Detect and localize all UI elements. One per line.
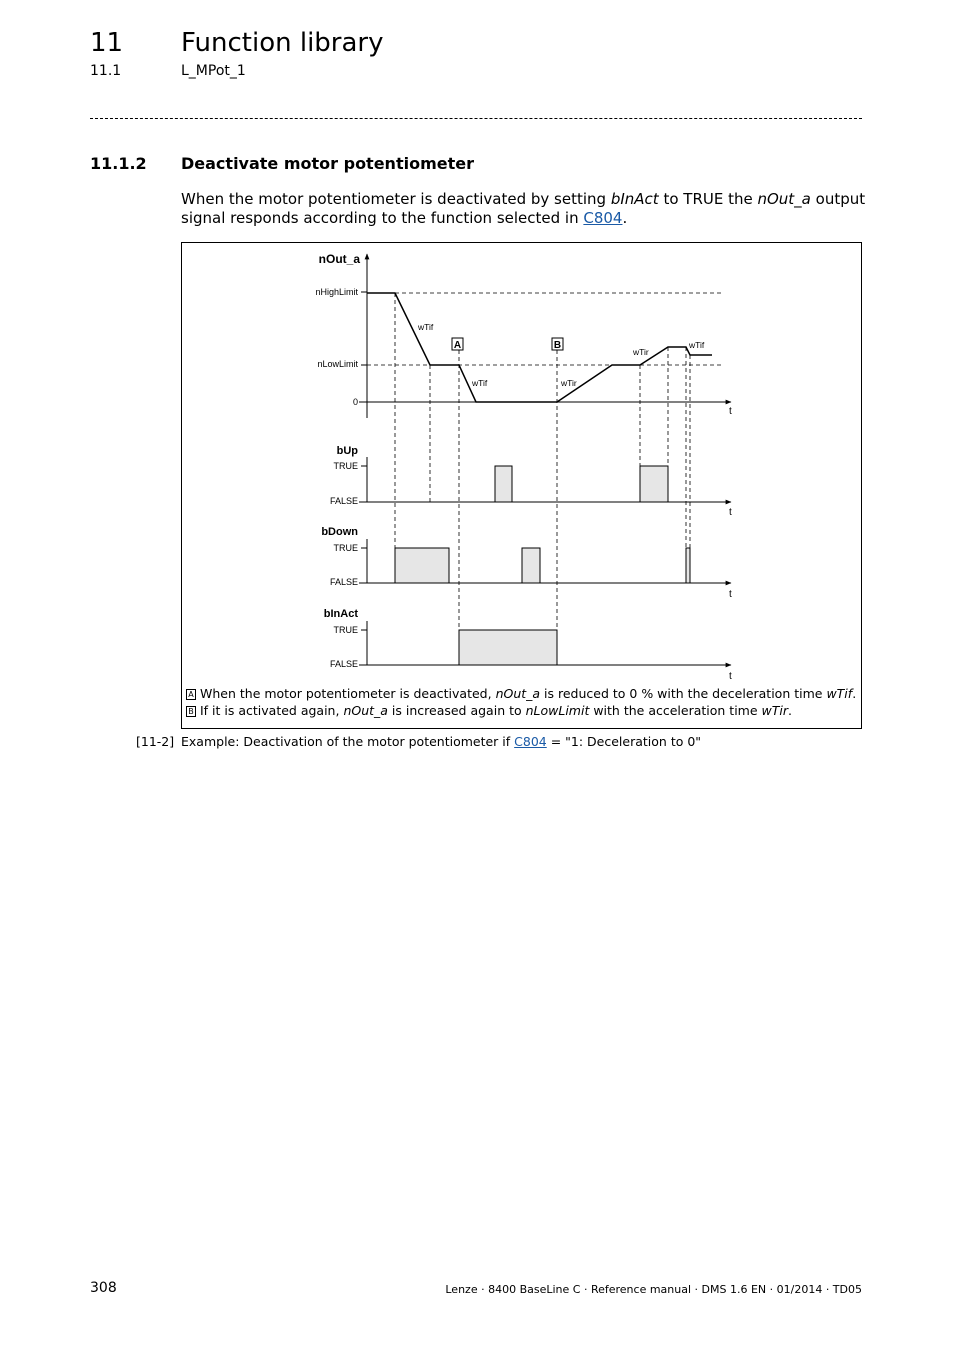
- marker-b-label: B: [553, 340, 562, 351]
- section-number: 11.1.2: [90, 154, 147, 173]
- bup-channel-label: bUp: [336, 445, 358, 457]
- note-b-marker: B: [186, 706, 196, 717]
- nout-time-label: t: [729, 406, 732, 417]
- figure-caption: [136, 734, 701, 749]
- note-a: [186, 686, 856, 701]
- binact-true-label: TRUE: [333, 625, 358, 635]
- marker-a: [452, 338, 463, 351]
- marker-b: [552, 338, 563, 351]
- note-b-var-2: nLowLimit: [525, 703, 590, 718]
- footer-text: Lenze · 8400 BaseLine C · Reference manual · DMS 1.6 EN · 01/2014 · TD05: [445, 1283, 862, 1296]
- intro-var-nout: nOut_a: [757, 190, 811, 208]
- wtif-label-1: wTif: [418, 322, 434, 332]
- binact-false-label: FALSE: [329, 659, 358, 669]
- note-a-marker: A: [186, 689, 196, 700]
- intro-text-1: When the motor potentiometer is deactivated by setting: [181, 190, 611, 208]
- note-a-text-3: .: [852, 686, 857, 701]
- nout-channel-label: nOut_a: [318, 252, 360, 266]
- bup-pulse-1: [495, 466, 512, 502]
- intro-text-4: .: [622, 209, 628, 227]
- nout-signal-curve: [367, 293, 712, 402]
- intro-text-3: output signal responds according to the function selected in: [181, 190, 866, 227]
- note-a-text-2: is reduced to 0 % with the deceleration time: [540, 686, 827, 701]
- note-a-var-2: wTif: [826, 686, 853, 701]
- zero-label: 0: [352, 397, 358, 407]
- bup-time-label: t: [729, 507, 732, 518]
- subchapter-number: 11.1: [90, 63, 122, 79]
- note-b-text-3: with the acceleration time: [589, 703, 762, 718]
- note-b-var-3: wTir: [761, 703, 788, 718]
- note-a-var-1: nOut_a: [495, 686, 541, 701]
- nhighlimit-label: nHighLimit: [315, 287, 358, 297]
- caption-id: [11-2]: [136, 734, 175, 749]
- marker-a-label: A: [453, 340, 462, 351]
- bdown-time-label: t: [729, 589, 732, 600]
- intro-text-2: to TRUE the: [658, 190, 758, 208]
- bdown-pulse-1: [395, 548, 449, 583]
- bup-true-label: TRUE: [333, 461, 358, 471]
- note-b-var-1: nOut_a: [343, 703, 388, 718]
- note-b-text-4: .: [788, 703, 792, 718]
- wtif-label-2: wTif: [472, 378, 488, 388]
- bdown-true-label: TRUE: [333, 543, 358, 553]
- note-a-text-1: When the motor potentiometer is deactivated,: [200, 686, 496, 701]
- chapter-number: 11: [90, 28, 124, 58]
- binact-time-label: t: [729, 671, 732, 682]
- note-b-text-2: is increased again to: [387, 703, 526, 718]
- wtif-label-3: wTif: [689, 340, 705, 350]
- note-b-text-1: If it is activated again,: [200, 703, 344, 718]
- section-title: Deactivate motor potentiometer: [181, 154, 474, 173]
- caption-c804-link[interactable]: C804: [514, 734, 547, 749]
- wtir-label-1: wTir: [561, 378, 577, 388]
- c804-link[interactable]: C804: [583, 209, 623, 227]
- page-number: 308: [90, 1280, 117, 1296]
- nlowlimit-label: nLowLimit: [317, 359, 358, 369]
- caption-text-2: = "1: Deceleration to 0": [546, 734, 702, 749]
- bup-pulse-2: [640, 466, 668, 502]
- chapter-title: Function library: [181, 28, 384, 58]
- note-b: [186, 703, 792, 718]
- caption-text-1: Example: Deactivation of the motor potentiometer if: [181, 734, 515, 749]
- bup-false-label: FALSE: [329, 496, 358, 506]
- bdown-false-label: FALSE: [329, 577, 358, 587]
- wtir-label-2: wTir: [633, 347, 649, 357]
- subchapter-title: L_MPot_1: [181, 63, 246, 79]
- bdown-pulse-3: [686, 548, 690, 583]
- binact-channel-label: bInAct: [323, 608, 358, 620]
- bdown-channel-label: bDown: [321, 526, 358, 538]
- intro-var-binact: bInAct: [610, 190, 659, 208]
- binact-pulse: [459, 630, 557, 665]
- bdown-pulse-2: [522, 548, 540, 583]
